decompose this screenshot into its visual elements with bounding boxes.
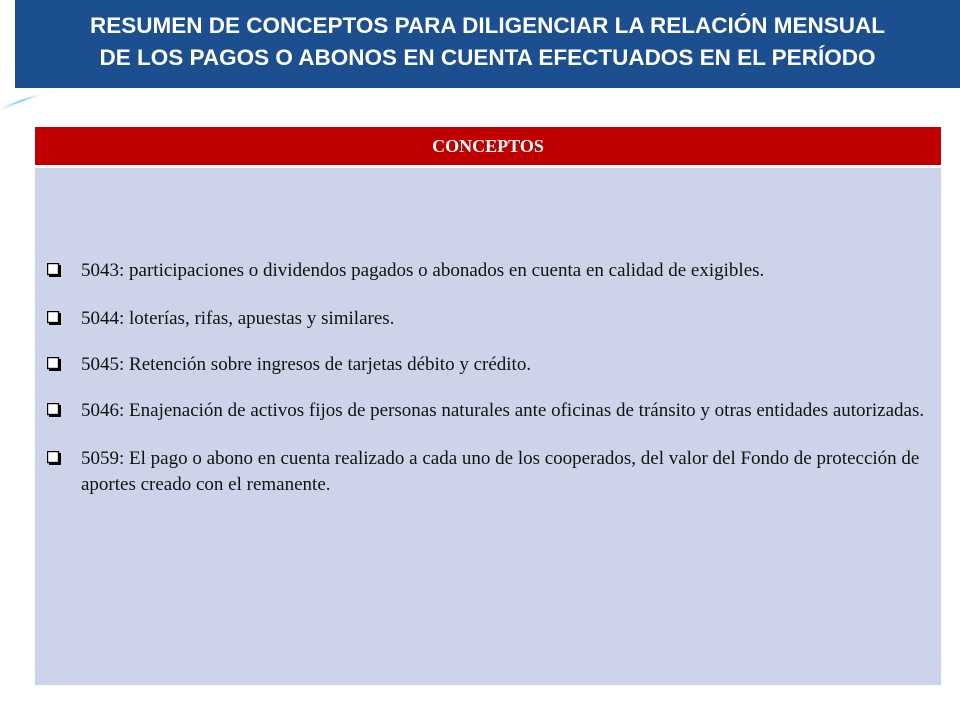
list-item (47, 352, 927, 378)
concepts-table (35, 127, 941, 685)
list-item-text: 5045: Retención sobre ingresos de tarjetas débito y crédito. (81, 354, 532, 375)
list-item (47, 446, 927, 498)
list-item-text: 5046: Enajenación de activos fijos de personas naturales ante oficinas de tránsito y otras entidades autorizadas. (81, 400, 925, 421)
list-item-text: 5043: participaciones o dividendos pagados o abonados en cuenta en calidad de exigibles. (81, 260, 765, 281)
list-item (47, 398, 927, 424)
list-item-text: 5044: loterías, rifas, apuestas y similares. (81, 308, 395, 329)
slide-title: RESUMEN DE CONCEPTOS PARA DILIGENCIAR LA RELACIÓN MENSUAL DE LOS PAGOS O ABONOS EN CUENTA EFECTUADOS EN EL PERÍODO (89, 13, 886, 70)
table-header (35, 127, 941, 168)
checkbox-bullet-icon (47, 263, 61, 277)
checkbox-bullet-icon (47, 357, 61, 371)
checkbox-bullet-icon (47, 451, 61, 465)
checkbox-bullet-icon (47, 311, 61, 325)
list-item (47, 258, 927, 284)
list-item-text: 5059: El pago o abono en cuenta realizado a cada uno de los cooperados, del valor del Fondo de protección de aportes creado con el remanente. (81, 448, 920, 495)
list-item (47, 306, 927, 332)
slide-title-bar (15, 0, 960, 88)
checkbox-bullet-icon (47, 403, 61, 417)
table-body (35, 168, 941, 685)
table-header-label: CONCEPTOS (432, 135, 544, 156)
concepts-list (47, 258, 927, 518)
